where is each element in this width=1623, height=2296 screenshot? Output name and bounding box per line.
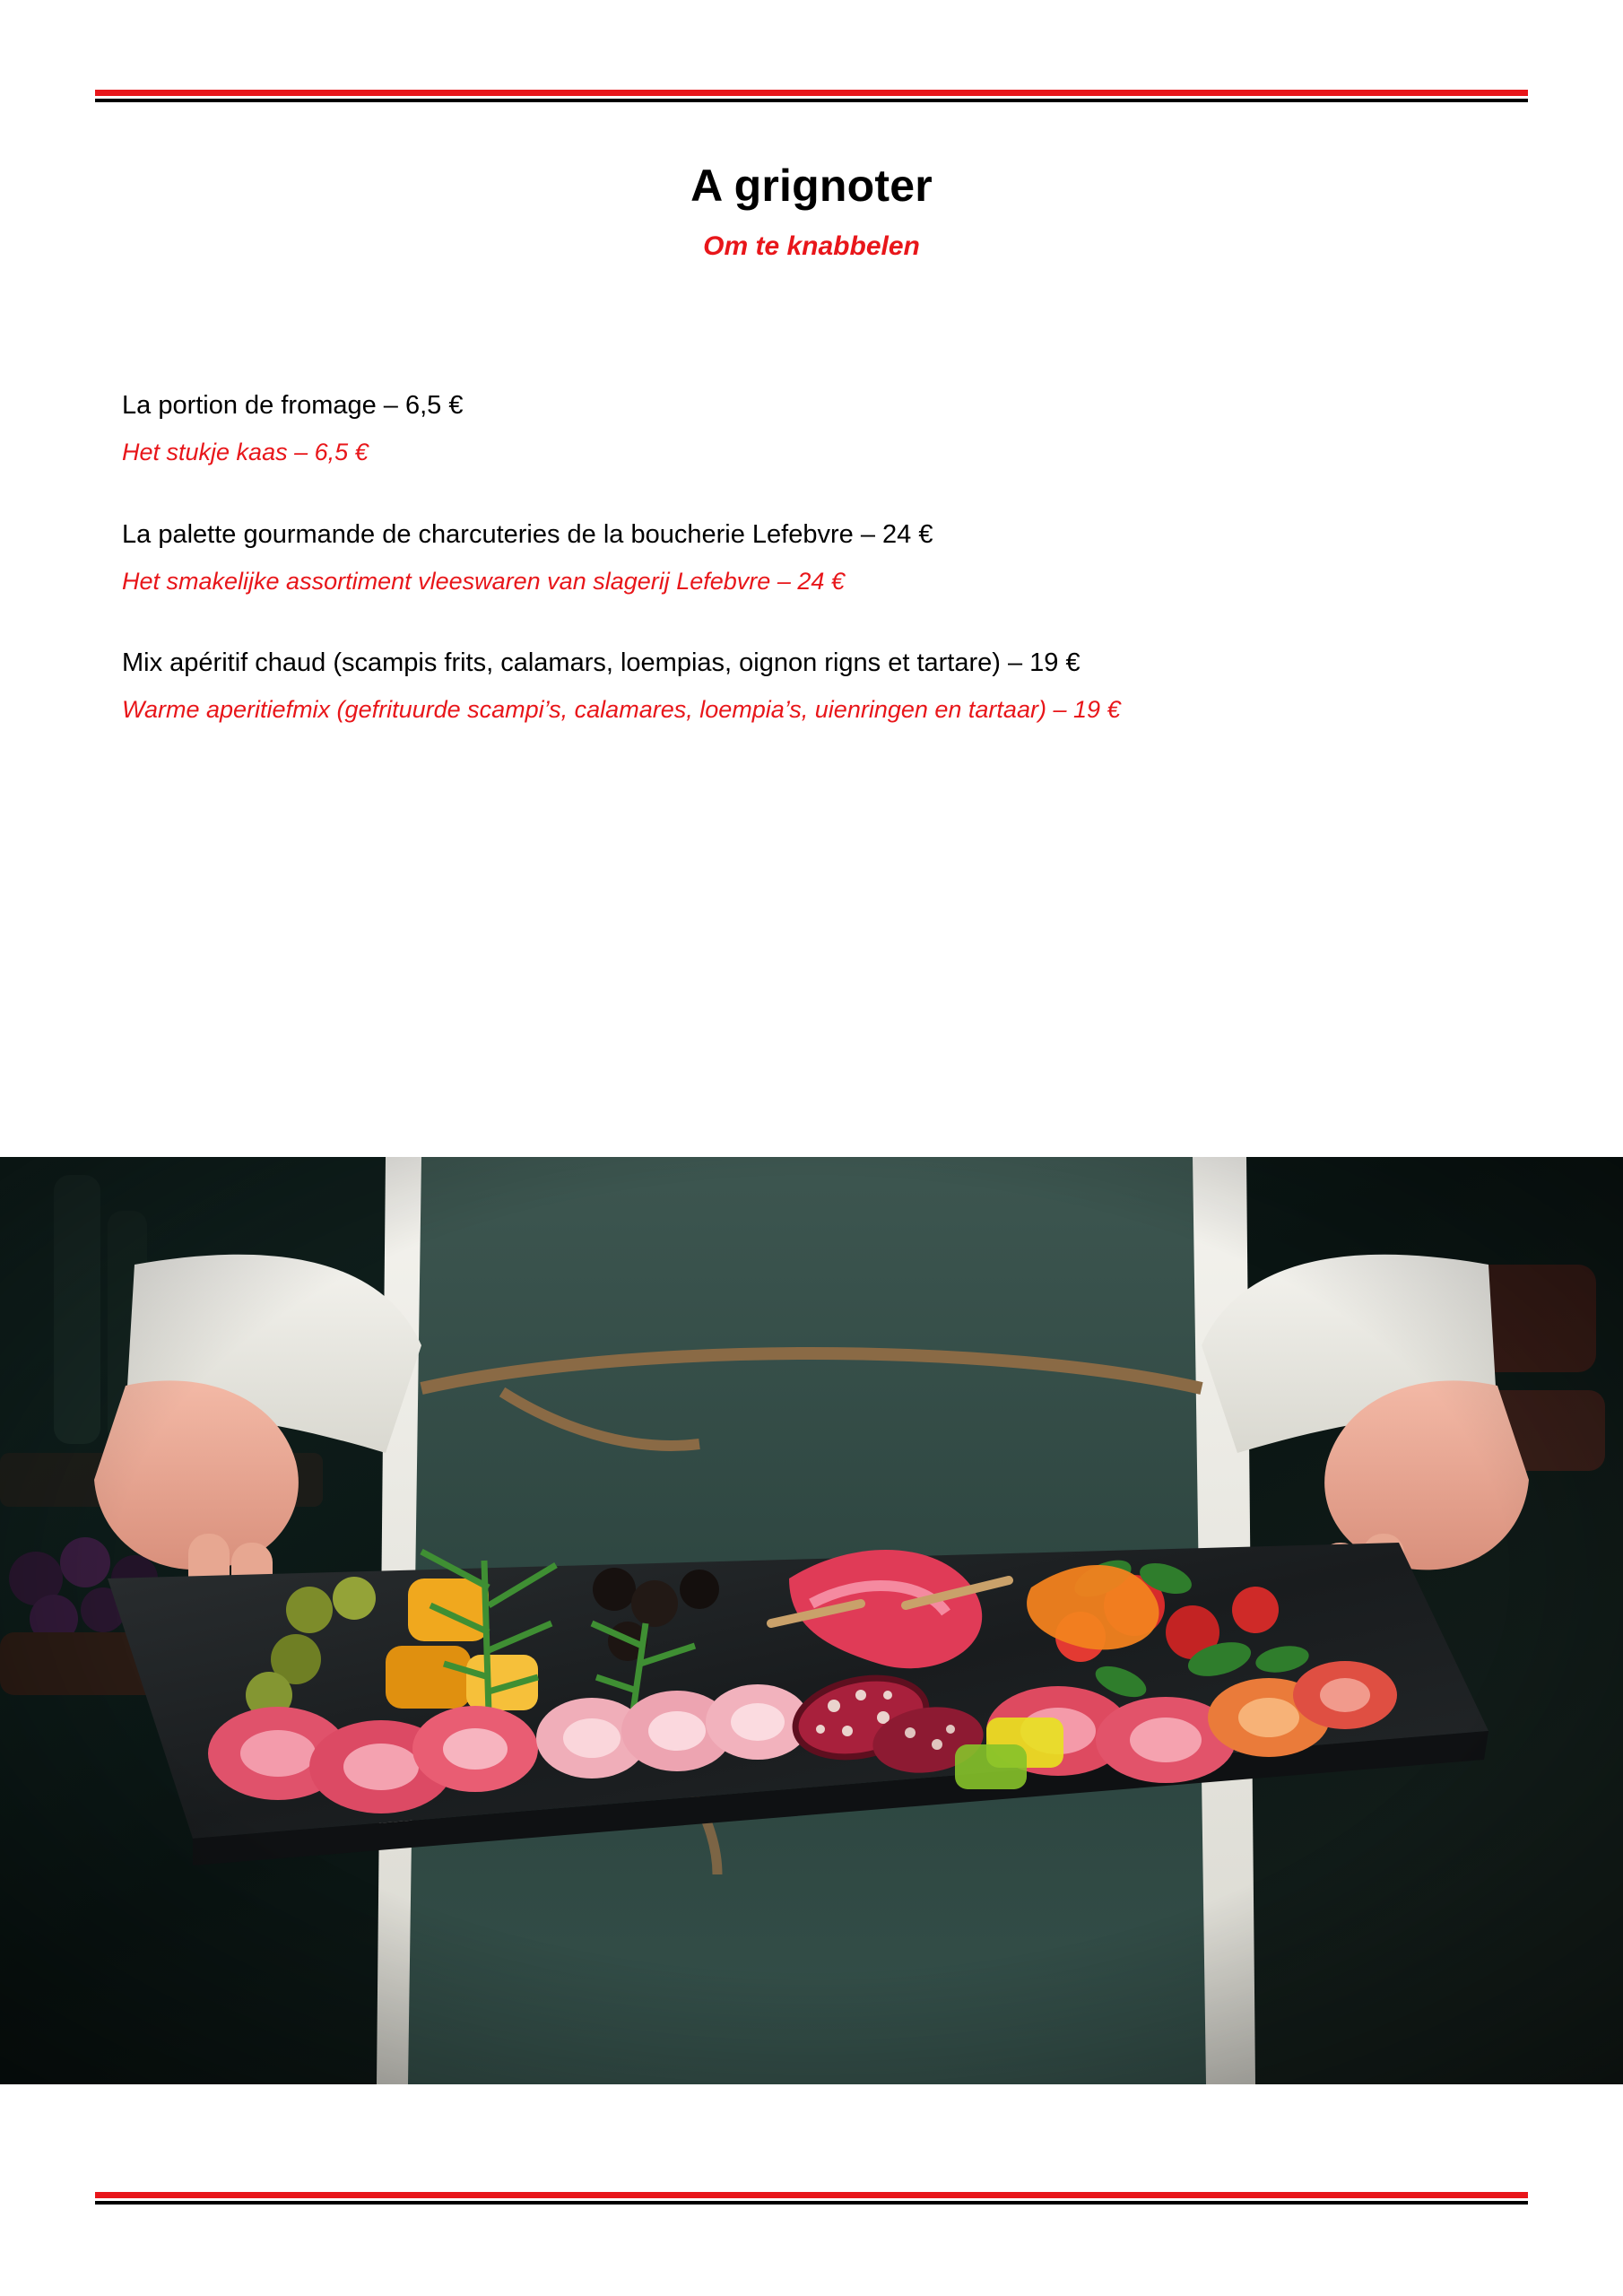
page-subtitle: Om te knabbelen [703,231,920,261]
divider-red-line [95,90,1528,96]
list-item [122,645,1521,727]
charcuterie-platter-photo [0,1157,1623,2084]
list-item [122,387,1521,470]
menu-item-french: La palette gourmande de charcuteries de la boucherie Lefebvre – 24 € [122,519,933,549]
menu-item-dutch: Het smakelijke assortiment vleeswaren van slagerij Lefebvre – 24 € [122,567,845,595]
menu-item-dutch: Warme aperitiefmix (gefrituurde scampi’s, calamares, loempia’s, uienringen en tartaar) – 19 € [122,696,1121,724]
menu-list [122,387,1521,727]
divider-red-line [95,2192,1528,2198]
menu-item-dutch: Het stukje kaas – 6,5 € [122,439,369,466]
bottom-divider [95,2192,1528,2205]
list-item [122,517,1521,599]
top-divider [95,90,1528,102]
divider-black-line [95,99,1528,102]
page-title: A grignoter [690,161,933,211]
menu-item-french: Mix apéritif chaud (scampis frits, calamars, loempias, oignon rigns et tartare) – 19 € [122,648,1081,677]
menu-item-french: La portion de fromage – 6,5 € [122,391,464,420]
divider-black-line [95,2201,1528,2205]
